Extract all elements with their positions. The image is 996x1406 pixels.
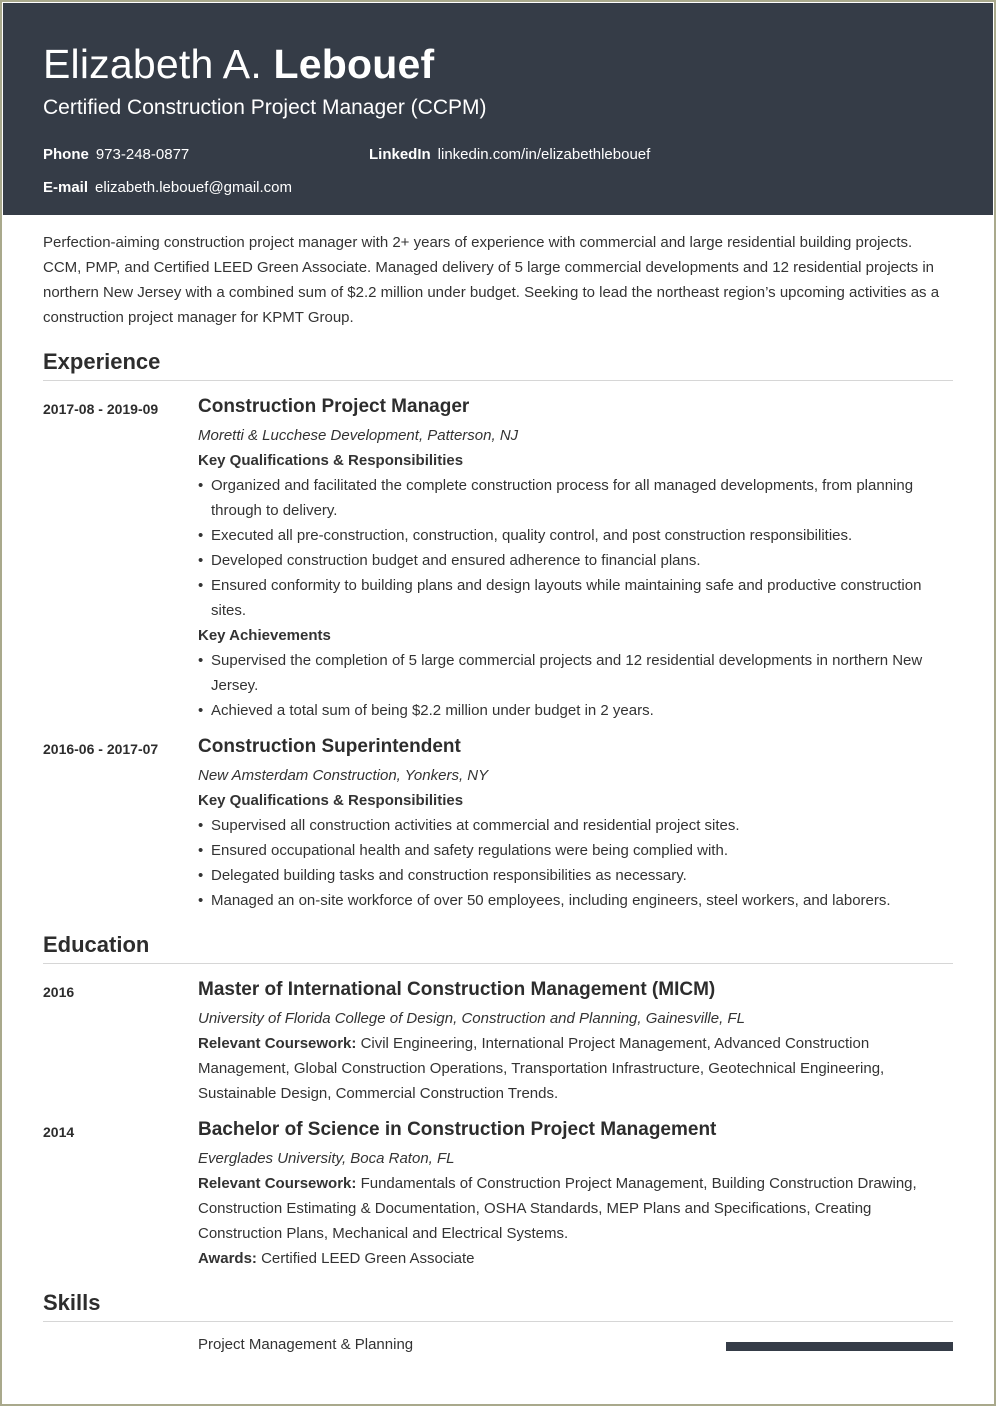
linkedin-label: LinkedIn	[369, 146, 431, 163]
job-title: Certified Construction Project Manager (CCPM)	[43, 96, 487, 119]
email-label: E-mail	[43, 179, 89, 196]
job-company: Moretti & Lucchese Development, Patterson, NJ	[198, 427, 519, 444]
coursework-text: Civil Engineering, International Project Management, Advanced Construction Management, Global Construction Operations, Transportation Infrastructure, Geotechnical Engineering, Sustainable Design, Commercial Construction Trends.	[198, 1035, 885, 1102]
list-item: • Ensured conformity to building plans and design layouts while maintaining safe and productive construction sites.	[198, 573, 958, 623]
awards	[198, 1246, 958, 1271]
experience-heading: Experience	[43, 349, 161, 374]
awards-text: Certified LEED Green Associate	[261, 1250, 475, 1267]
job-content	[198, 395, 958, 723]
qualifications-heading: Key Qualifications & Responsibilities	[198, 452, 464, 469]
awards-label: Awards:	[198, 1250, 257, 1267]
job-content	[198, 735, 958, 913]
first-name: Elizabeth A.	[43, 41, 262, 87]
qualifications-heading: Key Qualifications & Responsibilities	[198, 792, 464, 809]
list-item: • Executed all pre-construction, construction, quality control, and post construction responsibilities.	[198, 523, 958, 548]
job-role: Construction Superintendent	[198, 736, 461, 757]
degree-title: Master of International Construction Management (MICM)	[198, 979, 716, 1000]
coursework	[198, 1031, 958, 1106]
candidate-name	[43, 41, 434, 88]
contact-linkedin	[369, 146, 650, 163]
list-item: • Delegated building tasks and construction responsibilities as necessary.	[198, 863, 958, 888]
education-content	[198, 978, 958, 1106]
job-dates: 2016-06 - 2017-07	[43, 741, 159, 757]
education-year: 2014	[43, 1124, 75, 1140]
phone-value: 973-248-0877	[95, 146, 190, 163]
list-item: • Ensured occupational health and safety regulations were being complied with.	[198, 838, 958, 863]
school-name: Everglades University, Boca Raton, FL	[198, 1150, 455, 1167]
list-item: • Achieved a total sum of being $2.2 million under budget in 2 years.	[198, 698, 958, 723]
last-name: Lebouef	[273, 41, 435, 87]
list-item: • Developed construction budget and ensured adherence to financial plans.	[198, 548, 958, 573]
job-role: Construction Project Manager	[198, 396, 470, 417]
contact-phone	[43, 146, 189, 163]
email-link[interactable]: elizabeth.lebouef@gmail.com	[95, 179, 293, 196]
list-item: • Supervised the completion of 5 large commercial projects and 12 residential developments in northern New Jersey.	[198, 648, 958, 698]
skill-row	[198, 1332, 953, 1357]
qualifications-list	[198, 813, 958, 913]
list-item: • Supervised all construction activities at commercial and residential project sites.	[198, 813, 958, 838]
achievements-list	[198, 648, 958, 723]
coursework-text: Fundamentals of Construction Project Management, Building Construction Drawing, Construction Estimating & Documentation, OSHA Standards, MEP Plans and Specifications, Creating Construction Plans, Mechanical and Electrical Systems.	[198, 1175, 917, 1242]
education-divider	[43, 963, 953, 964]
achievements-heading: Key Achievements	[198, 627, 331, 644]
skill-name: Project Management & Planning	[198, 1336, 414, 1353]
coursework-label: Relevant Coursework:	[198, 1035, 357, 1052]
qualifications-list	[198, 473, 958, 623]
skills-heading: Skills	[43, 1290, 101, 1315]
list-item: • Organized and facilitated the complete construction process for all managed developments, from planning through to delivery.	[198, 473, 958, 523]
coursework	[198, 1171, 958, 1246]
experience-divider	[43, 380, 953, 381]
education-content	[198, 1118, 958, 1271]
skill-level-fill	[726, 1342, 953, 1351]
resume-header	[3, 3, 993, 215]
education-heading: Education	[43, 932, 150, 957]
degree-title: Bachelor of Science in Construction Project Management	[198, 1119, 717, 1140]
skills-divider	[43, 1321, 953, 1322]
summary-paragraph: Perfection-aiming construction project manager with 2+ years of experience with commercial and large residential building projects. CCM, PMP, and Certified LEED Green Associate. Managed delivery of 5 large commercial developments and 12 residential projects in northern New Jersey with a combined sum of $2.2 million under budget. Seeking to lead the northeast region’s upcoming activities as a construction project manager for KPMT Group.	[43, 234, 940, 326]
education-year: 2016	[43, 984, 75, 1000]
job-dates: 2017-08 - 2019-09	[43, 401, 159, 417]
list-item: • Managed an on-site workforce of over 50 employees, including engineers, steel workers, and laborers.	[198, 888, 958, 913]
linkedin-link[interactable]: linkedin.com/in/elizabethlebouef	[437, 146, 651, 163]
skill-level-bar	[726, 1342, 953, 1351]
job-company: New Amsterdam Construction, Yonkers, NY	[198, 767, 489, 784]
school-name: University of Florida College of Design, Construction and Planning, Gainesville, FL	[198, 1010, 745, 1027]
coursework-label: Relevant Coursework:	[198, 1175, 357, 1192]
phone-label: Phone	[43, 146, 89, 163]
contact-email	[43, 179, 292, 196]
